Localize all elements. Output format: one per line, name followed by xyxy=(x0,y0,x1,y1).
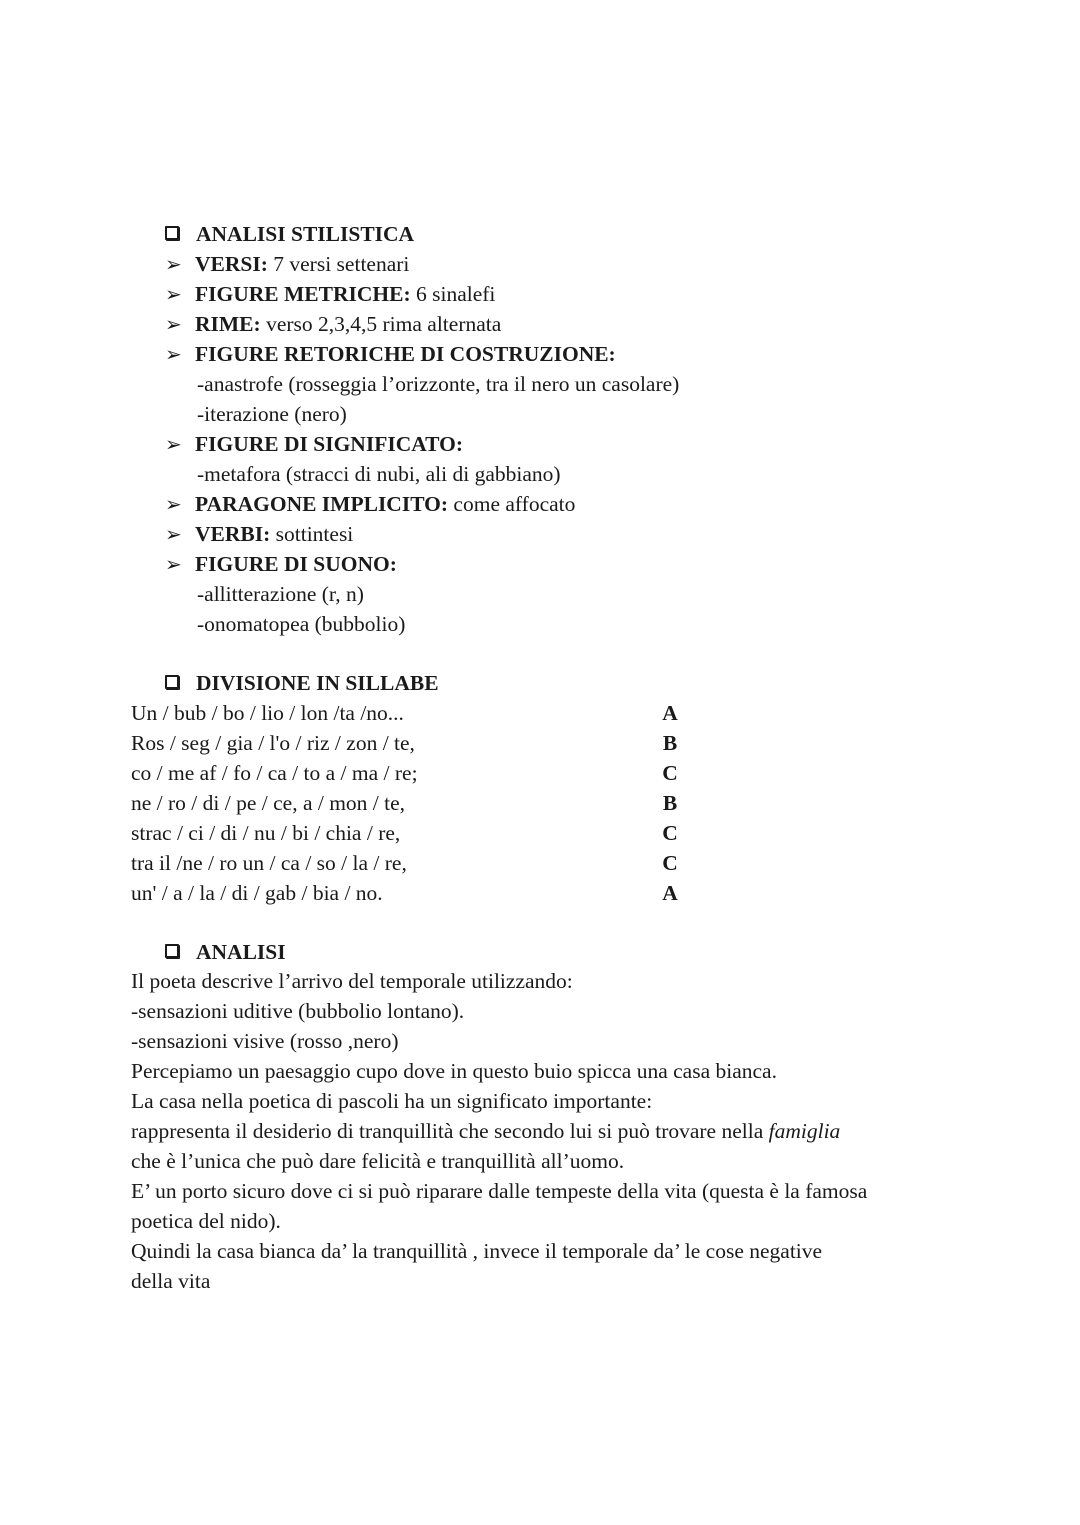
rhyme-letter: A xyxy=(662,881,678,905)
item-label: FIGURE DI SIGNIFICATO: xyxy=(195,432,463,456)
verse-line: Ros / seg / gia / l'o / riz / zon / te, xyxy=(131,731,415,755)
item-label: VERBI: xyxy=(195,522,271,546)
rhyme-letter: A xyxy=(662,701,678,725)
heading-text: ANALISI STILISTICA xyxy=(196,222,415,246)
sub-item: -iterazione (nero) xyxy=(197,402,347,426)
arrow-bullet-icon: ➢ xyxy=(165,524,182,546)
item-text: sottintesi xyxy=(270,522,354,546)
arrow-bullet-icon: ➢ xyxy=(165,254,182,276)
item-text: 6 sinalefi xyxy=(410,282,496,306)
paragraph-line: -sensazioni uditive (bubbolio lontano). xyxy=(131,999,465,1023)
verse-line: strac / ci / di / nu / bi / chia / re, xyxy=(131,821,401,845)
verse-line: un' / a / la / di / gab / bia / no. xyxy=(131,881,383,905)
paragraph-line: che è l’unica che può dare felicità e tranquillità all’uomo. xyxy=(131,1149,625,1173)
arrow-bullet-icon: ➢ xyxy=(165,344,182,366)
sub-item: -anastrofe (rosseggia l’orizzonte, tra il nero un casolare) xyxy=(197,372,680,396)
arrow-bullet-icon: ➢ xyxy=(165,314,182,336)
item-text: come affocato xyxy=(448,492,576,516)
arrow-bullet-icon: ➢ xyxy=(165,284,182,306)
paragraph-line: Il poeta descrive l’arrivo del temporale utilizzando: xyxy=(131,969,573,993)
list-item xyxy=(165,249,409,280)
rhyme-letter: C xyxy=(662,761,678,785)
checkbox-bullet-icon xyxy=(165,675,179,689)
list-item xyxy=(165,279,495,310)
list-item xyxy=(165,429,463,460)
item-text: verso 2,3,4,5 rima alternata xyxy=(260,312,502,336)
sub-item: -onomatopea (bubbolio) xyxy=(197,612,406,636)
verse-line: tra il /ne / ro un / ca / so / la / re, xyxy=(131,851,407,875)
heading-text: DIVISIONE IN SILLABE xyxy=(196,671,439,695)
paragraph-line: Percepiamo un paesaggio cupo dove in questo buio spicca una casa bianca. xyxy=(131,1059,777,1083)
paragraph-line xyxy=(131,1116,840,1146)
item-label: RIME: xyxy=(195,312,261,336)
heading-text: ANALISI xyxy=(196,940,286,964)
item-label: VERSI: xyxy=(195,252,268,276)
item-label: FIGURE METRICHE: xyxy=(195,282,411,306)
section-heading-analysis xyxy=(165,937,286,967)
list-item xyxy=(165,489,575,520)
line-text: rappresenta il desiderio di tranquillità che secondo lui si può trovare nella xyxy=(131,1119,769,1143)
section-heading-syllables xyxy=(165,668,439,698)
rhyme-letter: C xyxy=(662,851,678,875)
emphasis-text: famiglia xyxy=(768,1119,841,1143)
section-heading-stylistic xyxy=(165,219,414,249)
item-label: PARAGONE IMPLICITO: xyxy=(195,492,449,516)
item-label: FIGURE DI SUONO: xyxy=(195,552,397,576)
checkbox-bullet-icon xyxy=(165,226,179,240)
sub-item: -allitterazione (r, n) xyxy=(197,582,364,606)
list-item xyxy=(165,339,616,370)
verse-line: Un / bub / bo / lio / lon /ta /no... xyxy=(131,701,404,725)
rhyme-letter: C xyxy=(662,821,678,845)
list-item xyxy=(165,519,353,550)
paragraph-line: Quindi la casa bianca da’ la tranquillità , invece il temporale da’ le cose negative xyxy=(131,1239,823,1263)
list-item xyxy=(165,549,397,580)
paragraph-line: -sensazioni visive (rosso ,nero) xyxy=(131,1029,399,1053)
paragraph-line: poetica del nido). xyxy=(131,1209,281,1233)
rhyme-letter: B xyxy=(662,791,678,815)
list-item xyxy=(165,309,501,340)
verse-line: co / me af / fo / ca / to a / ma / re; xyxy=(131,761,418,785)
arrow-bullet-icon: ➢ xyxy=(165,434,182,456)
arrow-bullet-icon: ➢ xyxy=(165,554,182,576)
paragraph-line: E’ un porto sicuro dove ci si può riparare dalle tempeste della vita (questa è la famosa xyxy=(131,1179,868,1203)
paragraph-line: La casa nella poetica di pascoli ha un significato importante: xyxy=(131,1089,653,1113)
paragraph-line: della vita xyxy=(131,1269,211,1293)
verse-line: ne / ro / di / pe / ce, a / mon / te, xyxy=(131,791,406,815)
item-text: 7 versi settenari xyxy=(267,252,410,276)
arrow-bullet-icon: ➢ xyxy=(165,494,182,516)
rhyme-letter: B xyxy=(662,731,678,755)
checkbox-bullet-icon xyxy=(165,944,179,958)
item-label: FIGURE RETORICHE DI COSTRUZIONE: xyxy=(195,342,616,366)
sub-item: -metafora (stracci di nubi, ali di gabbiano) xyxy=(197,462,561,486)
